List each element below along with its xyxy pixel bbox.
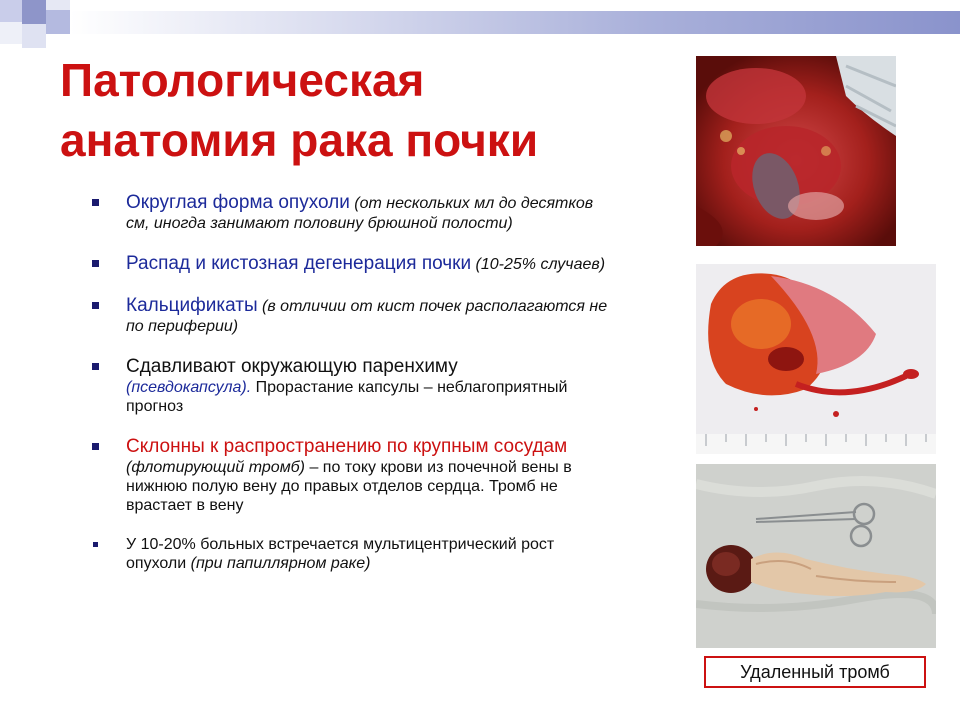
thrombus-caption: Удаленный тромб (704, 656, 926, 688)
bullet-item (90, 295, 610, 336)
corner-square (22, 0, 46, 24)
bullet-item (90, 192, 610, 233)
bullet-square-icon (93, 542, 98, 547)
bullet-item (90, 253, 610, 275)
bullet-item (90, 535, 610, 573)
title-line-2: анатомия рака почки (60, 114, 539, 166)
bullet-item (90, 436, 610, 515)
title-line-1: Патологическая (60, 54, 425, 106)
thrombus-photo-illustration (696, 464, 936, 648)
bullet-detail-italic: (псевдокапсула). (126, 379, 252, 396)
bullet-square-icon (92, 363, 99, 370)
bullet-lead: Сдавливают окружающую паренхиму (126, 356, 458, 377)
bullet-detail: (при папиллярном раке) (186, 555, 371, 572)
bullet-lead: Склонны к распространению по крупным сосудам (126, 436, 568, 457)
bullet-square-icon (92, 260, 99, 267)
excised-kidney-photo (696, 264, 936, 454)
corner-square (0, 22, 22, 44)
bullet-detail: (10-25% случаев) (471, 256, 606, 273)
corner-square (46, 10, 70, 34)
bullet-lead: Округлая форма опухоли (126, 192, 350, 213)
surgical-field-photo (696, 56, 896, 246)
bullet-detail: (в отличии от кист почек располагаются не по периферии) (126, 298, 608, 335)
corner-square (22, 24, 46, 48)
bullet-square-icon (92, 199, 99, 206)
bullet-lead: У 10-20% больных встречается мультицентрический рост опухоли (126, 536, 555, 572)
corner-square (0, 0, 22, 22)
corner-square (46, 0, 70, 10)
header-gradient-bar (70, 11, 960, 34)
surgical-photo-illustration (696, 56, 896, 246)
kidney-photo-illustration (696, 264, 936, 454)
bullet-lead: Кальцификаты (126, 295, 258, 316)
bullet-item (90, 356, 610, 416)
removed-thrombus-photo (696, 464, 936, 648)
bullet-square-icon (92, 302, 99, 309)
slide-title (60, 50, 680, 170)
bullet-detail: (от нескольких мл до десятков см, иногда занимают половину брюшной полости) (126, 195, 594, 232)
bullet-lead: Распад и кистозная дегенерация почки (126, 253, 472, 274)
bullet-square-icon (92, 443, 99, 450)
bullet-list (90, 192, 610, 593)
bullet-detail: Прорастание капсулы – неблагоприятный прогноз (126, 379, 568, 415)
bullet-detail-italic: (флотирующий тромб) (126, 459, 305, 476)
bullet-detail: – по току крови из почечной вены в нижнюю полую вену до правых отделов сердца. Тромб не врастает в вену (126, 459, 572, 514)
